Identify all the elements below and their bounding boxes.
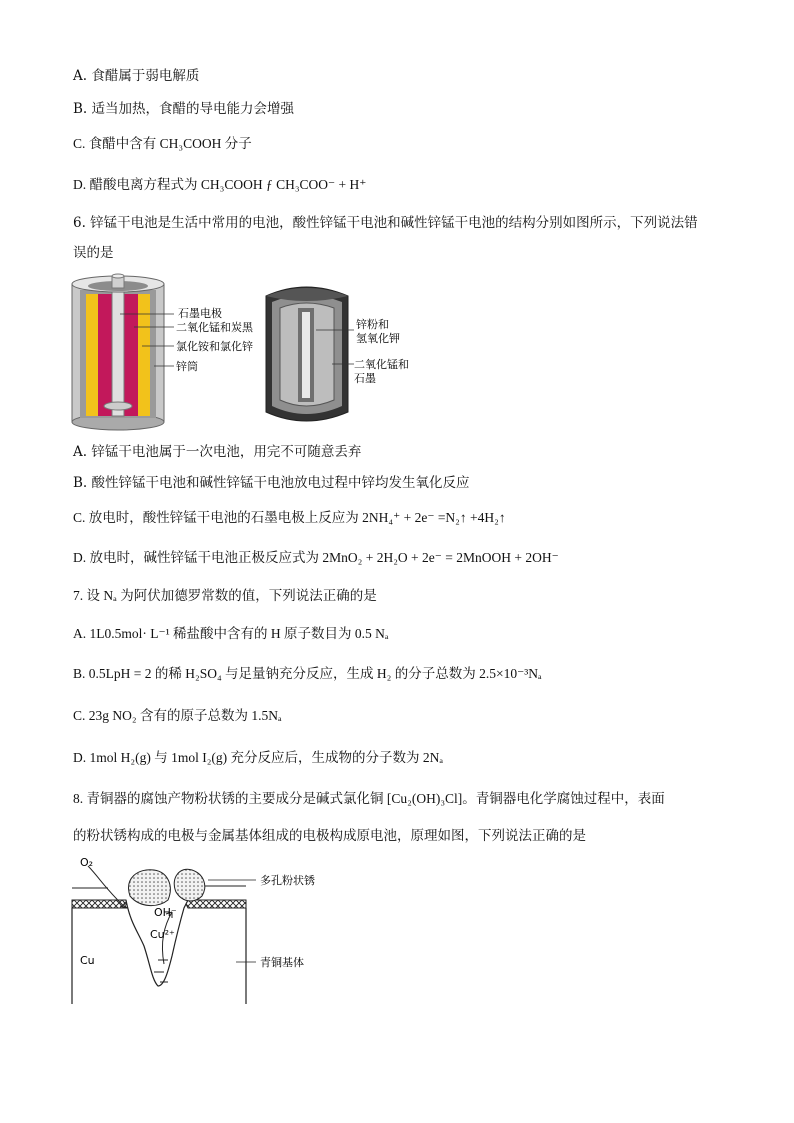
q6-option-b: B. 酸性锌锰干电池和碱性锌锰干电池放电过程中锌均发生氧化反应 xyxy=(73,475,470,491)
alkaline-cell-diagram xyxy=(266,287,348,421)
label-zinc-powder: 锌粉和 xyxy=(356,318,389,331)
q6-option-d: D. 放电时，碱性锌锰干电池正极反应式为 2MnO₂ + 2H₂O + 2e⁻ = 2MnOOH + 2OH⁻ xyxy=(73,550,559,565)
q5-option-d: D. 醋酸电离方程式为 CH₃COOH ƒ CH₃COO⁻ + H⁺ xyxy=(73,177,367,192)
q8-stem-line1: 8. 青铜器的腐蚀产物粉状锈的主要成分是碱式氯化铜 [Cu₂(OH)₃Cl]。青铜器电化学腐蚀过程中，表面 xyxy=(73,791,665,806)
q5-option-a: A. 食醋属于弱电解质 xyxy=(73,68,200,84)
dry-cell-figure xyxy=(70,272,430,432)
label-nh4cl-zncl2: 氯化铵和氯化锌 xyxy=(176,340,253,353)
q6-option-c: C. 放电时，酸性锌锰干电池的石墨电极上反应为 2NH₄⁺ + 2e⁻ =N₂↑ +4H₂↑ xyxy=(73,510,506,525)
label-graphite-electrode: 石墨电极 xyxy=(178,307,222,320)
q8-stem-line2: 的粉状锈构成的电极与金属基体组成的电极构成原电池，原理如图，下列说法正确的是 xyxy=(73,828,586,844)
q6-option-a: A. 锌锰干电池属于一次电池，用完不可随意丢弃 xyxy=(73,444,362,460)
label-mno2-carbon: 二氧化锰和炭黑 xyxy=(176,321,253,334)
q7-stem: 7. 设 Nₐ 为阿伏加德罗常数的值，下列说法正确的是 xyxy=(73,588,377,603)
q5-option-b: B. 适当加热，食醋的导电能力会增强 xyxy=(73,101,295,117)
label-bronze-base: 青铜基体 xyxy=(260,956,304,969)
q7-option-a: A. 1L0.5mol· L⁻¹ 稀盐酸中含有的 H 原子数目为 0.5 Nₐ xyxy=(73,626,389,641)
label-zinc-can: 锌筒 xyxy=(176,360,198,373)
q7-option-d: D. 1mol H₂(g) 与 1mol I₂(g) 充分反应后，生成物的分子数为 2Nₐ xyxy=(73,750,444,765)
label-cu2-plus: Cu²⁺ xyxy=(150,928,175,941)
corrosion-figure xyxy=(68,852,368,1012)
label-cu: Cu xyxy=(80,954,95,967)
label-graphite: 石墨 xyxy=(354,372,376,385)
q5-option-c: C. 食醋中含有 CH₃COOH 分子 xyxy=(73,136,252,151)
q7-option-c: C. 23g NO₂ 含有的原子总数为 1.5Nₐ xyxy=(73,708,282,723)
label-koh: 氢氧化钾 xyxy=(356,332,400,345)
label-mno2: 二氧化锰和 xyxy=(354,358,409,371)
label-porous-rust: 多孔粉状锈 xyxy=(260,874,315,887)
q7-option-b: B. 0.5LpH = 2 的稀 H₂SO₄ 与足量钠充分反应，生成 H₂ 的分子总数为 2.5×10⁻³Nₐ xyxy=(73,666,542,681)
label-oh-minus: OH⁻ xyxy=(154,906,177,919)
q6-stem-line2: 误的是 xyxy=(73,245,114,261)
label-o2: O₂ xyxy=(80,856,94,869)
q6-stem-line1: 6. 锌锰干电池是生活中常用的电池，酸性锌锰干电池和碱性锌锰干电池的结构分别如图所示，下列说法错 xyxy=(73,215,698,231)
acidic-cell-diagram xyxy=(72,274,164,430)
